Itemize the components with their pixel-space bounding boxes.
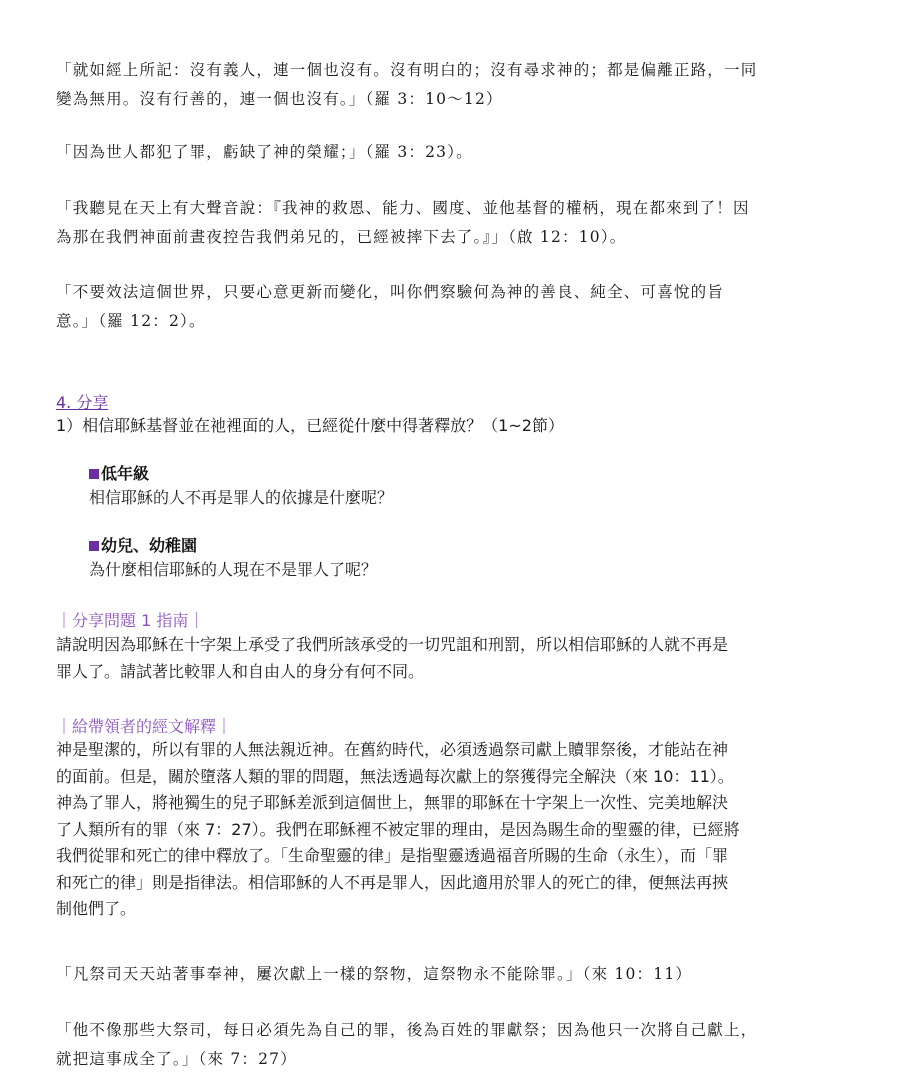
leader-notes-paragraph: [56, 737, 868, 923]
level-question: 為什麼相信耶穌的人現在不是罪人了呢？: [89, 560, 378, 579]
quote-line: 就把這事成全了。」（來 7：27）: [56, 1050, 297, 1068]
bullet-square-icon: [89, 469, 99, 479]
quote-line: 「我聽見在天上有大聲音說：『我神的救恩、能力、國度、並他基督的權柄，現在都來到了！因: [56, 199, 750, 217]
scripture-quote: [56, 194, 868, 252]
leader-notes-title: ｜給帶領者的經文解釋｜: [56, 717, 233, 736]
paragraph-line: 神為了罪人，將祂獨生的兒子耶穌差派到這個世上，無罪的耶穌在十字架上一次性、完美地解決: [56, 793, 729, 812]
paragraph-line: 神是聖潔的，所以有罪的人無法親近神。在舊約時代，必須透過祭司獻上贖罪祭後，才能站在神: [56, 740, 729, 759]
scripture-quote: [56, 1016, 868, 1074]
quote-line: 「就如經上所記：沒有義人，連一個也沒有。沒有明白的；沒有尋求神的；都是偏離正路，一同: [56, 61, 758, 79]
section-title: 4. 分享: [56, 393, 109, 412]
scripture-quote: [56, 278, 868, 336]
guide-paragraph: [56, 632, 868, 685]
paragraph-line: 我們從罪和死亡的律中釋放了。「生命聖靈的律」是指聖靈透過福音所賜的生命（永生），而「罪: [56, 846, 729, 865]
scripture-quote: [56, 138, 868, 167]
level-block-kindergarten: [89, 534, 377, 582]
level-question: 相信耶穌的人不再是罪人的依據是什麼呢？: [89, 488, 394, 507]
level-heading: [89, 534, 377, 558]
quote-line: 「他不像那些大祭司，每日必須先為自己的罪，後為百姓的罪獻祭；因為他只一次將自己獻上，: [56, 1021, 758, 1039]
level-heading-label: 幼兒、幼稚園: [101, 536, 198, 555]
level-block-lower-grade: [89, 462, 393, 510]
sharing-question: 1）相信耶穌基督並在祂裡面的人，已經從什麼中得著釋放？（1~2節）: [56, 416, 564, 435]
guide-title: ｜分享問題 1 指南｜: [56, 611, 205, 630]
scripture-quote: [56, 960, 868, 989]
paragraph-line: 請說明因為耶穌在十字架上承受了我們所該承受的一切咒詛和刑罰，所以相信耶穌的人就不再是: [56, 635, 729, 654]
quote-line: 「不要效法這個世界，只要心意更新而變化，叫你們察驗何為神的善良、純全、可喜悅的旨: [56, 283, 725, 301]
paragraph-line: 制他們了。: [56, 899, 137, 918]
paragraph-line: 的面前。但是，關於墮落人類的罪的問題，無法透過每次獻上的祭獲得完全解決（來 10：11）。: [56, 766, 734, 786]
bullet-square-icon: [89, 541, 99, 551]
quote-line: 意。」（羅 12：2）。: [56, 312, 206, 330]
paragraph-line: 和死亡的律」則是指律法。相信耶穌的人不再是罪人，因此適用於罪人的死亡的律，便無法再挾: [56, 872, 729, 892]
level-heading: [89, 462, 393, 486]
paragraph-line: 了人類所有的罪（來 7：27）。我們在耶穌裡不被定罪的理由，是因為賜生命的聖靈的律，已經將: [56, 819, 740, 839]
quote-line: 「因為世人都犯了罪，虧缺了神的榮耀；」（羅 3：23）。: [56, 143, 473, 161]
scripture-quote: [56, 56, 868, 114]
level-heading-label: 低年級: [101, 464, 150, 483]
quote-line: 為那在我們神面前晝夜控告我們弟兄的，已經被摔下去了。』」（啟 12：10）。: [56, 228, 627, 246]
paragraph-line: 罪人了。請試著比較罪人和自由人的身分有何不同。: [56, 661, 425, 681]
quote-line: 變為無用。沒有行善的，連一個也沒有。」（羅 3：10～12）: [56, 90, 503, 108]
quote-line: 「凡祭司天天站著事奉神，屢次獻上一樣的祭物，這祭物永不能除罪。」（來 10：11）: [56, 965, 693, 983]
